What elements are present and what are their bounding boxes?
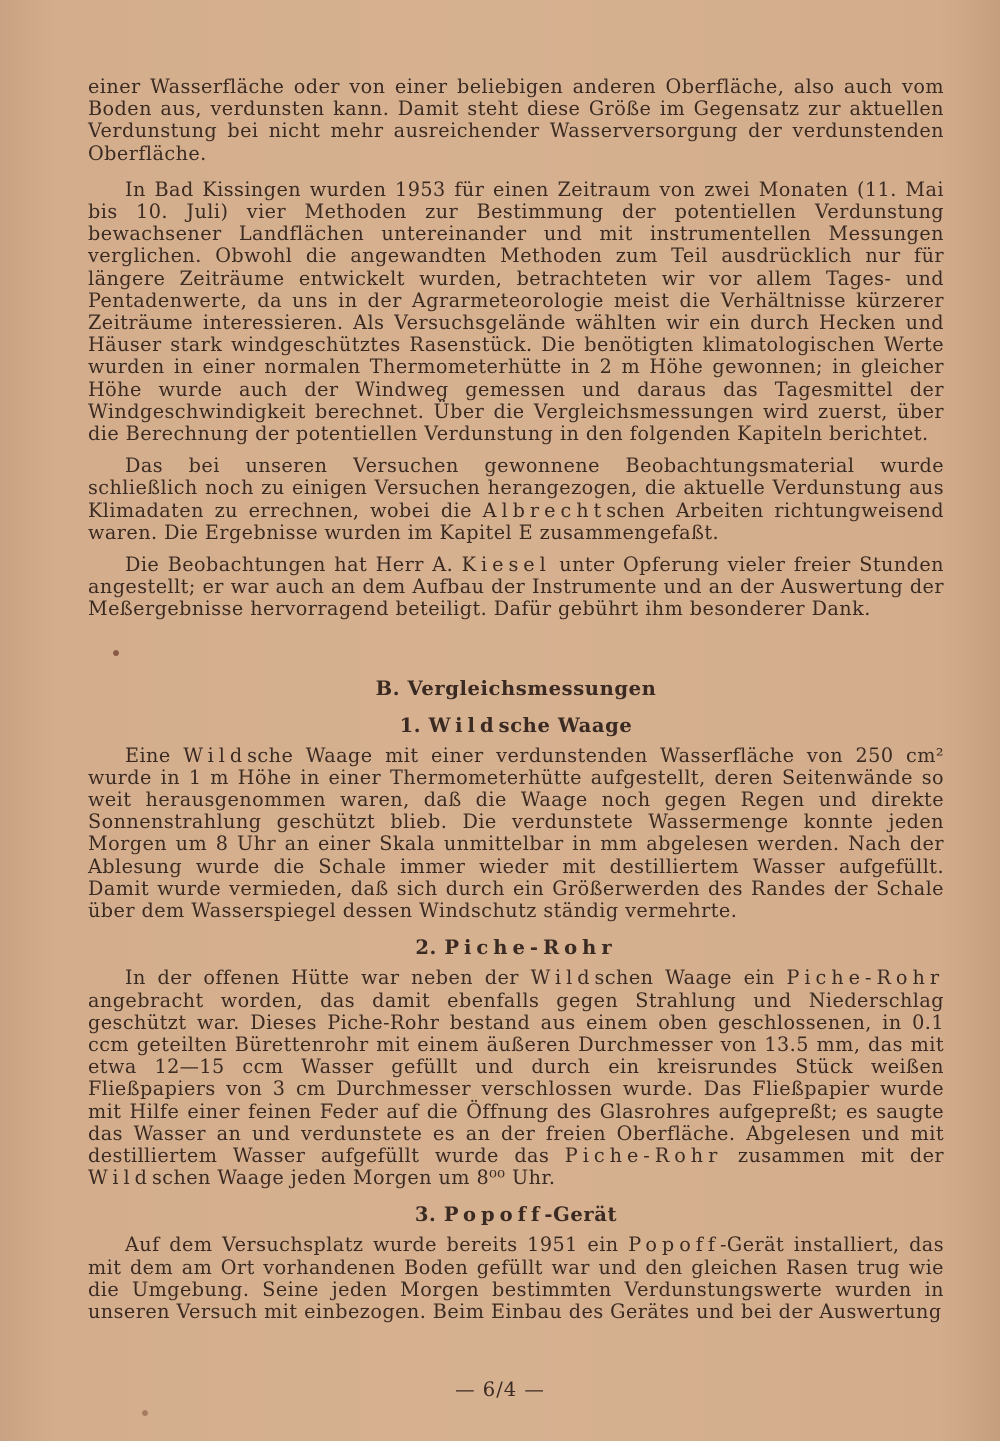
person-name-kiesel: Kiesel bbox=[461, 553, 551, 577]
paragraph-acknowledgement: Die Beobachtungen hat Herr A. Kiesel unter Opferung vieler freier Stunden angestellt; er war auch an dem Aufbau der Instrumente und an der Auswertung der Meßergebnisse hervorragend beteiligt. Dafür gebührt ihm besonderer Dank. bbox=[88, 553, 944, 621]
paper-speck bbox=[113, 650, 119, 656]
paragraph-intro-continued: einer Wasserfläche oder von einer beliebigen anderen Oberfläche, also auch vom Boden aus, verdunsten kann. Damit steht diese Größe im Gegensatz zur aktuellen Verdunstung bei nicht mehr ausreichender Wasserversorgung der verdunstenden Oberfläche. bbox=[88, 75, 944, 165]
paragraph-observation-material: Das bei unseren Versuchen gewonnene Beobachtungsmaterial wurde schließlich noch zu einigen Versuchen herangezogen, die aktuelle Verdunstung aus Klimadaten zu errechnen, wobei die Albrechtschen Arbeiten richtungweisend waren. Die Ergebnisse wurden im Kapitel E zusammengefaßt. bbox=[88, 454, 945, 544]
section-title-vergleichsmessungen: B. Vergleichsmessungen bbox=[375, 676, 657, 700]
subsection-title-piche-rohr: 2. Piche-Rohr bbox=[415, 936, 617, 960]
paragraph-piche-rohr: In der offenen Hütte war neben der Wildschen Waage ein Piche-Rohr angebracht worden, das damit ebenfalls gegen Strahlung und Niederschlag geschützt war. Dieses Piche-Rohr bestand aus einem oben geschlossenen, in 0.1 ccm geteilten Bürettenrohr mit einem äußeren Durchmesser von 13.5 mm, das mit etwa 12—15 ccm Wasser gefüllt und durch ein kreisrundes Stück weißen Fließpapiers von 3 cm Durchmesser verschlossen wurde. Das Fließpapier wurde mit Hilfe einer feinen Feder auf die Öffnung des Glasrohres aufgepreßt; es saugte das Wasser an und verdunstete es an der freien Oberfläche. Abgelesen und mit destilliertem Wasser aufgefüllt wurde das Piche-Rohr zusammen mit der Wildschen Waage jeden Morgen um 8⁰⁰ Uhr. bbox=[88, 966, 944, 1190]
paragraph-wildsche-waage: Eine Wildsche Waage mit einer verdunstenden Wasserfläche von 250 cm² wurde in 1 m Höhe in einer Thermometerhütte aufgestellt, deren Seitenwände so weit herausgenommen waren, daß die Waage noch gegen Regen und direkte Sonnenstrahlung geschützt blieb. Die verdunstete Wassermenge konnte jeden Morgen um 8 Uhr an einer Skala unmittelbar in mm abgelesen werden. Nach der Ablesung wurde die Schale immer wieder mit destilliertem Wasser aufgefüllt. Damit wurde vermieden, daß sich durch ein Größerwerden des Randes der Schale über dem Wasserspiegel dessen Windschutz ständig vermehrte. bbox=[88, 743, 944, 923]
paper-speck bbox=[142, 1410, 148, 1416]
subsection-title-wildsche-waage: 1. Wildsche Waage bbox=[399, 713, 633, 737]
page-number: — 6/4 — bbox=[455, 1378, 545, 1401]
subsection-title-popoff-geraet: 3. Popoff-Gerät bbox=[414, 1203, 618, 1227]
author-name-albrecht: Albrecht bbox=[482, 498, 607, 522]
paragraph-bad-kissingen: In Bad Kissingen wurden 1953 für einen Zeitraum von zwei Monaten (11. Mai bis 10. Juli) vier Methoden zur Bestimmung der potentiellen Verdunstung bewachsener Landflächen untereinander und mit instrumentellen Messungen verglichen. Obwohl die angewandten Methoden zum Teil ausdrücklich nur für längere Zeiträume entwickelt wurden, betrachteten wir vor allem Tages- und Pentadenwerte, da uns in der Agrarmeteorologie meist die Verhältnisse kürzerer Zeiträume interessieren. Als Versuchsgelände wählten wir ein durch Hecken und Häuser stark windgeschütztes Rasenstück. Die benötigten klimatologischen Werte wurden in einer normalen Thermometerhütte in 2 m Höhe gewonnen; in gleicher Höhe wurde auch der Windweg gemessen und daraus das Tagesmittel der Windgeschwindigkeit berechnet. Über die Vergleichsmessungen wird zuerst, über die Berechnung der potentiellen Verdunstung in den folgenden Kapiteln berichtet. bbox=[88, 177, 944, 446]
paragraph-popoff-geraet: Auf dem Versuchsplatz wurde bereits 1951 ein Popoff-Gerät installiert, das mit dem am Ort vorhandenen Boden gefüllt war und den gleichen Rasen trug wie die Umgebung. Seine jeden Morgen bestimmten Verdunstungswerte wurden in unseren Versuch mit einbezogen. Beim Einbau des Gerätes und bei der Auswertung bbox=[88, 1233, 944, 1323]
